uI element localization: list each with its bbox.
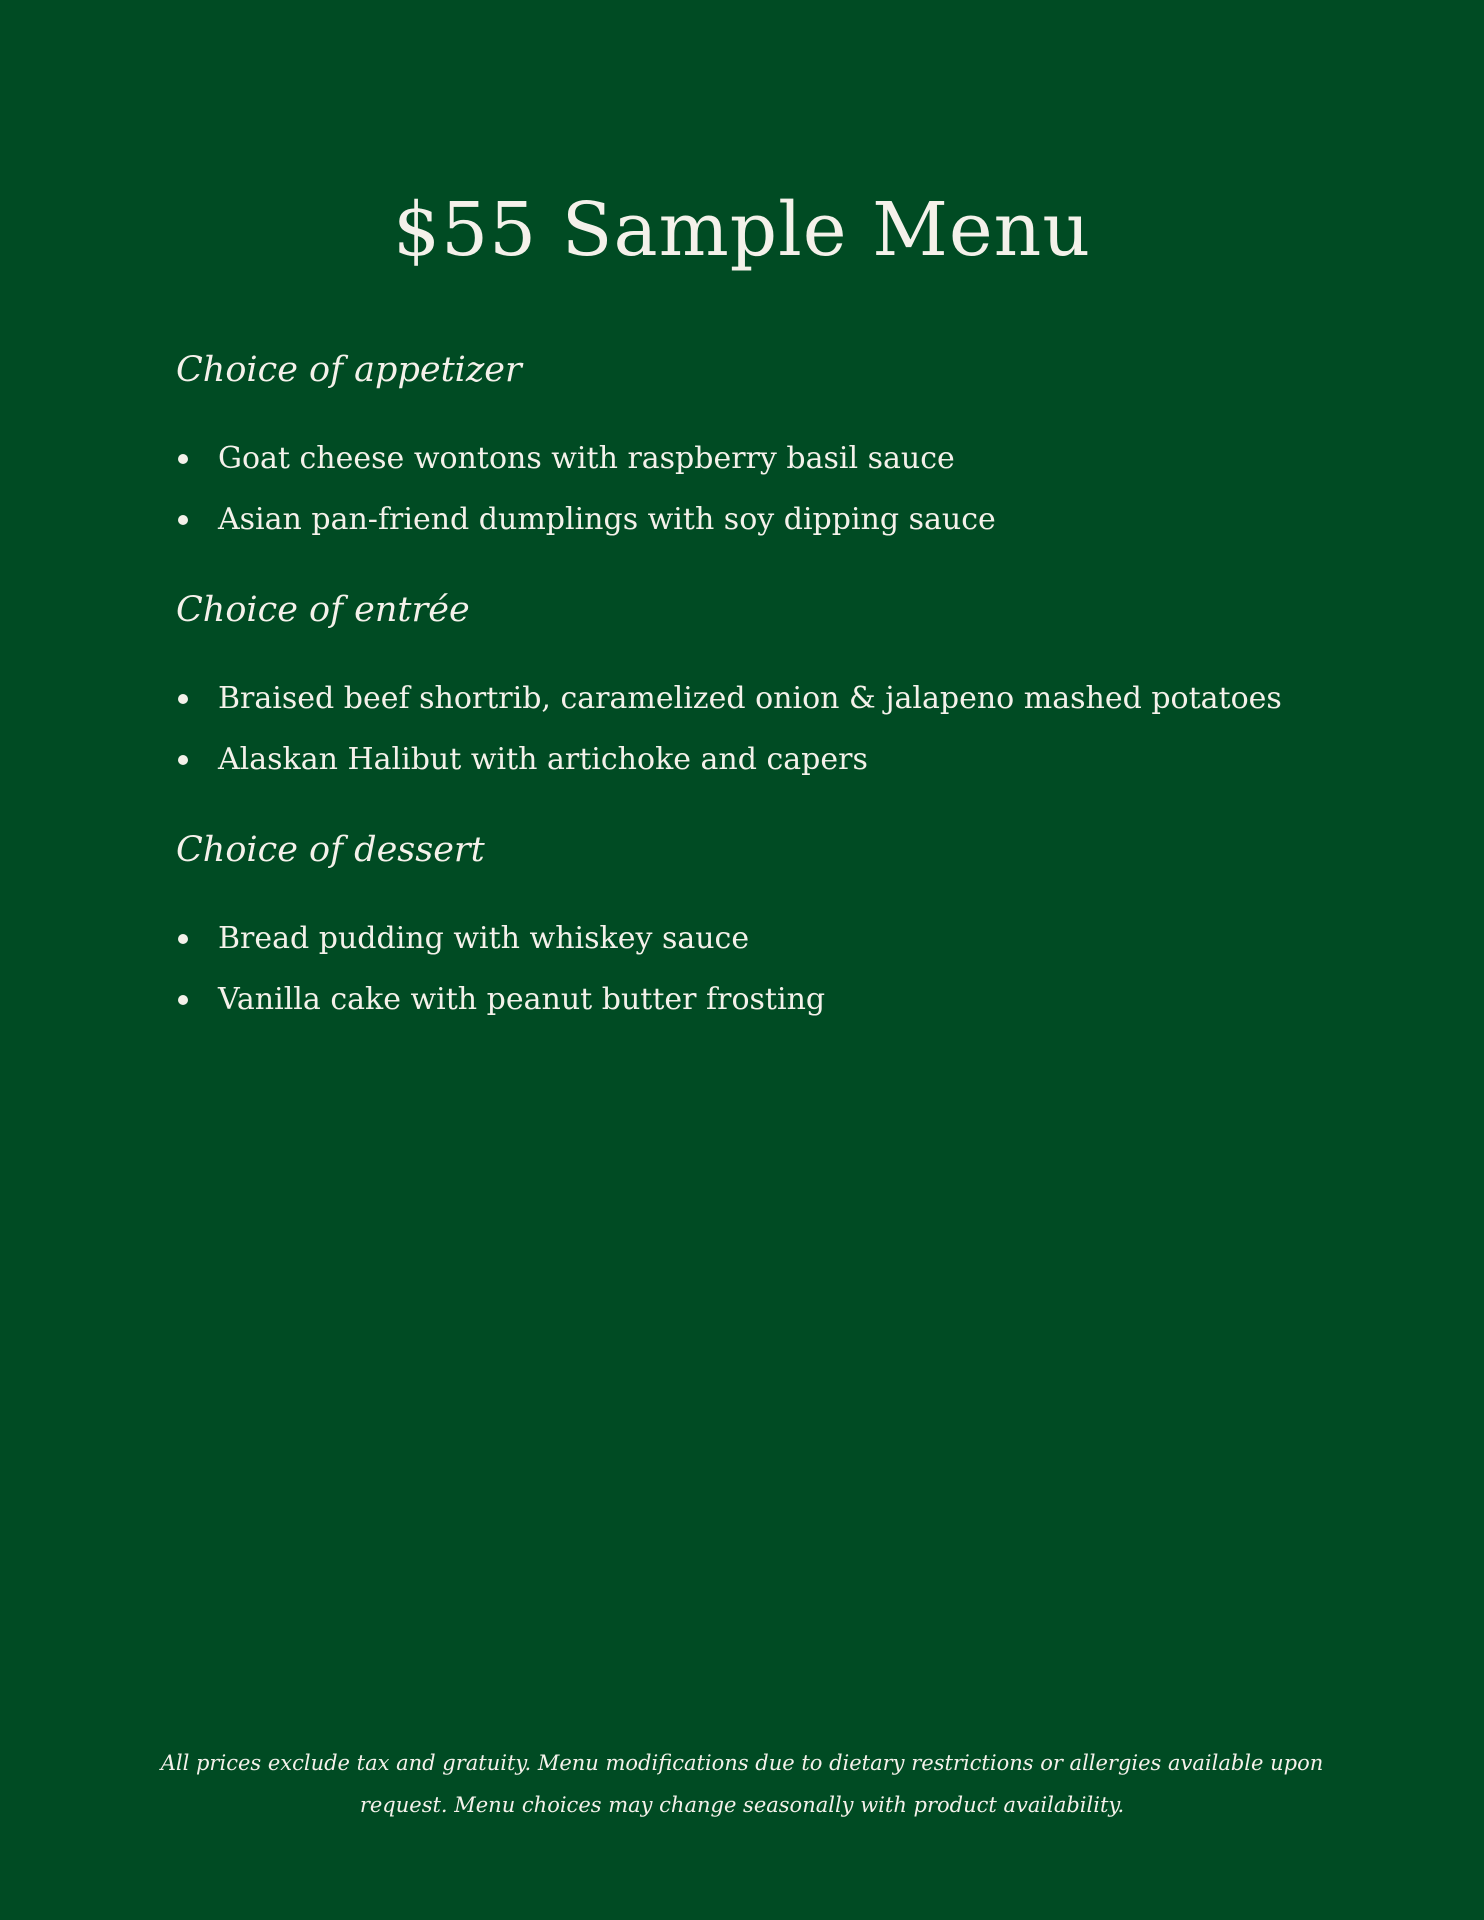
item-list (176, 668, 1356, 790)
section-dessert (176, 820, 1356, 1030)
footer-note (140, 1742, 1344, 1826)
list-item (176, 729, 1356, 790)
section-appetizer (176, 340, 1356, 550)
item-list (176, 428, 1356, 550)
section-entree (176, 580, 1356, 790)
bullet-icon (178, 755, 188, 765)
footer-line-2: request. Menu choices may change seasonally with product availability. (359, 1793, 1125, 1817)
list-item (176, 428, 1356, 489)
footer-line-1: All prices exclude tax and gratuity. Menu modifications due to dietary restrictions or allergies available upon (160, 1751, 1324, 1775)
section-heading: Choice of entrée (176, 590, 470, 630)
list-item (176, 969, 1356, 1030)
item-text: Alaskan Halibut with artichoke and capers (218, 742, 868, 777)
bullet-icon (178, 995, 188, 1005)
item-text: Asian pan-friend dumplings with soy dipping sauce (218, 502, 996, 537)
section-heading: Choice of dessert (176, 830, 485, 870)
menu-title: $55 Sample Menu (393, 187, 1091, 273)
menu-content (176, 340, 1356, 1060)
item-text: Goat cheese wontons with raspberry basil sauce (218, 441, 955, 476)
bullet-icon (178, 515, 188, 525)
item-list (176, 908, 1356, 1030)
list-item (176, 908, 1356, 969)
section-heading: Choice of appetizer (176, 350, 522, 390)
item-text: Braised beef shortrib, caramelized onion & jalapeno mashed potatoes (218, 681, 1282, 716)
bullet-icon (178, 934, 188, 944)
list-item (176, 489, 1356, 550)
bullet-icon (178, 454, 188, 464)
item-text: Vanilla cake with peanut butter frosting (218, 982, 826, 1017)
bullet-icon (178, 694, 188, 704)
list-item (176, 668, 1356, 729)
item-text: Bread pudding with whiskey sauce (218, 921, 750, 956)
